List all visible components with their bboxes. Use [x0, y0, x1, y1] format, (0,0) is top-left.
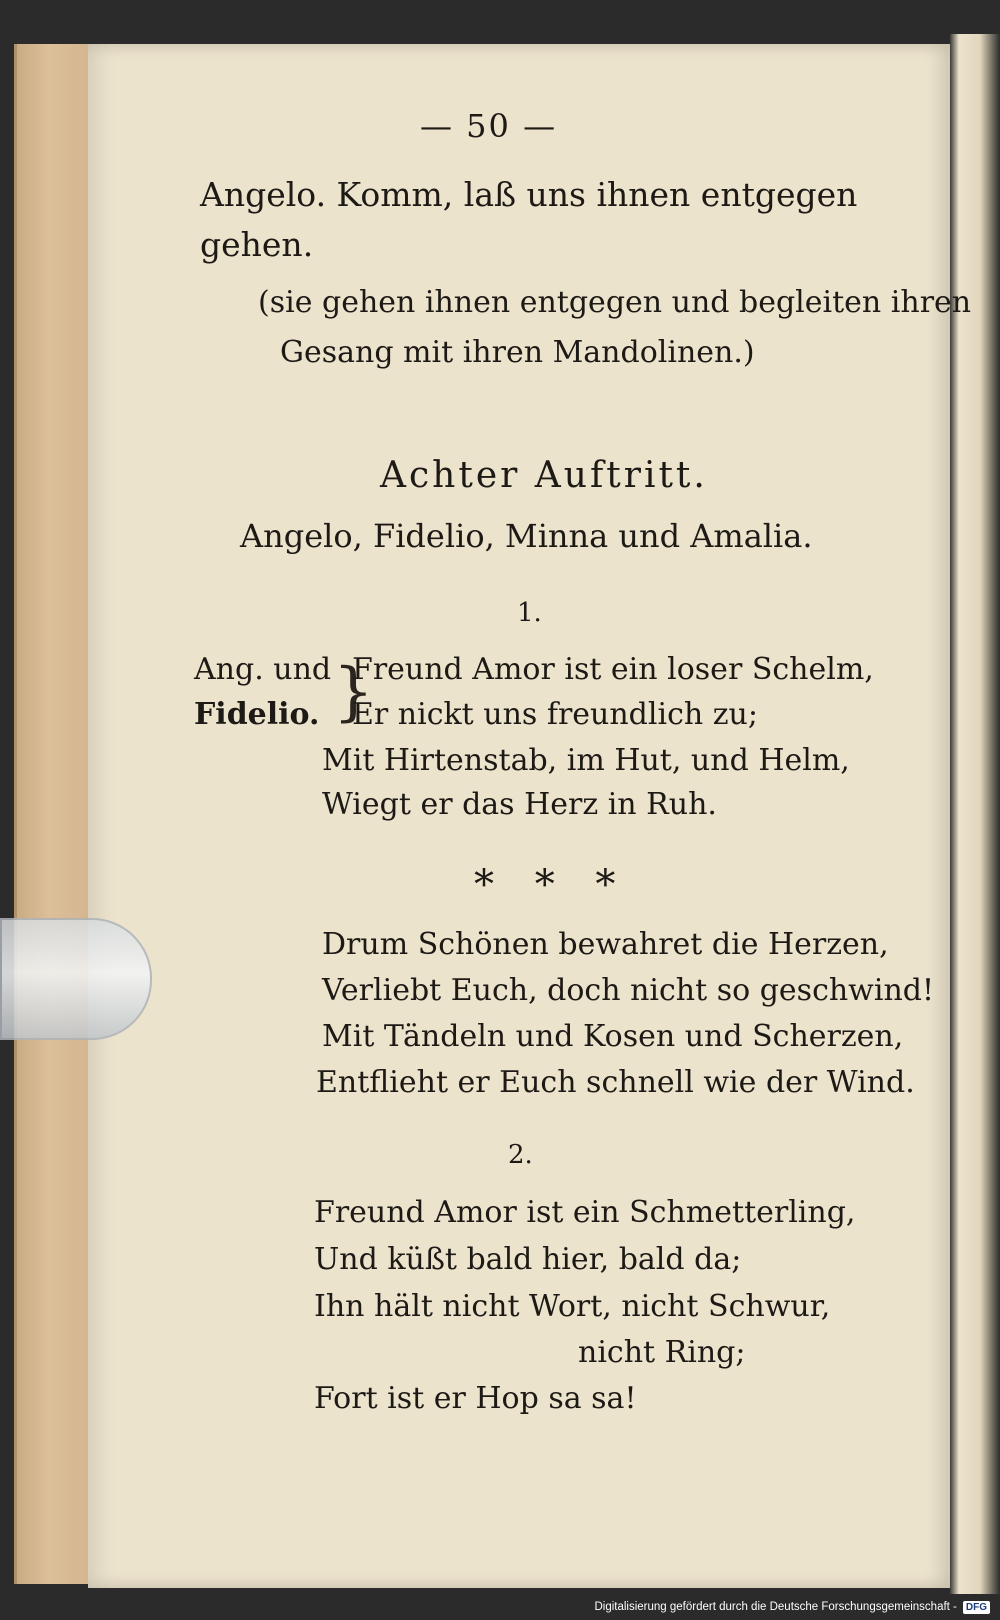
- speaker-label: Fidelio.: [194, 697, 320, 732]
- verse-line: Er nickt uns freundlich zu;: [352, 697, 758, 732]
- refrain-line: Verliebt Euch, doch nicht so geschwind!: [322, 973, 935, 1008]
- verse-line: Wiegt er das Herz in Ruh.: [322, 787, 717, 822]
- verse-line: Freund Amor ist ein Schmetterling,: [314, 1195, 856, 1230]
- stage-direction: (sie gehen ihnen entgegen und begleiten ihren: [258, 285, 972, 320]
- digitization-credit: [594, 1596, 990, 1618]
- verse-line: Mit Hirtenstab, im Hut, und Helm,: [322, 743, 850, 778]
- verse-line: Fort ist er Hop sa sa!: [314, 1381, 637, 1416]
- refrain-line: Mit Tändeln und Kosen und Scherzen,: [322, 1019, 904, 1054]
- credit-text: Digitalisierung gefördert durch die Deutsche Forschungsgemeinschaft -: [594, 1601, 957, 1613]
- verse-line: Freund Amor ist ein loser Schelm,: [352, 652, 874, 687]
- text-line: gehen.: [200, 225, 314, 264]
- text-line: Angelo. Komm, laß uns ihnen entgegen: [200, 175, 858, 214]
- facing-page-edge: [950, 34, 1000, 1594]
- page-number: — 50 —: [420, 107, 558, 145]
- verse-line: nicht Ring;: [578, 1335, 746, 1370]
- speaker-label: Ang. und: [194, 652, 332, 687]
- stanza-number: 2.: [508, 1140, 533, 1170]
- scene-title: Achter Auftritt.: [380, 455, 708, 496]
- stars-divider: * * *: [474, 862, 630, 908]
- refrain-line: Entflieht er Euch schnell wie der Wind.: [316, 1065, 915, 1100]
- verse-line: Ihn hält nicht Wort, nicht Schwur,: [314, 1289, 831, 1324]
- scene-cast: Angelo, Fidelio, Minna und Amalia.: [240, 517, 813, 555]
- verse-line: Und küßt bald hier, bald da;: [314, 1242, 742, 1277]
- page-clip: [0, 918, 152, 1040]
- stage-direction: Gesang mit ihren Mandolinen.): [280, 335, 755, 370]
- dfg-logo: DFG: [963, 1601, 990, 1614]
- brace-icon: }: [333, 655, 374, 729]
- stanza-number: 1.: [517, 598, 542, 628]
- book-page-stack: [14, 44, 97, 1584]
- refrain-line: Drum Schönen bewahret die Herzen,: [322, 927, 889, 962]
